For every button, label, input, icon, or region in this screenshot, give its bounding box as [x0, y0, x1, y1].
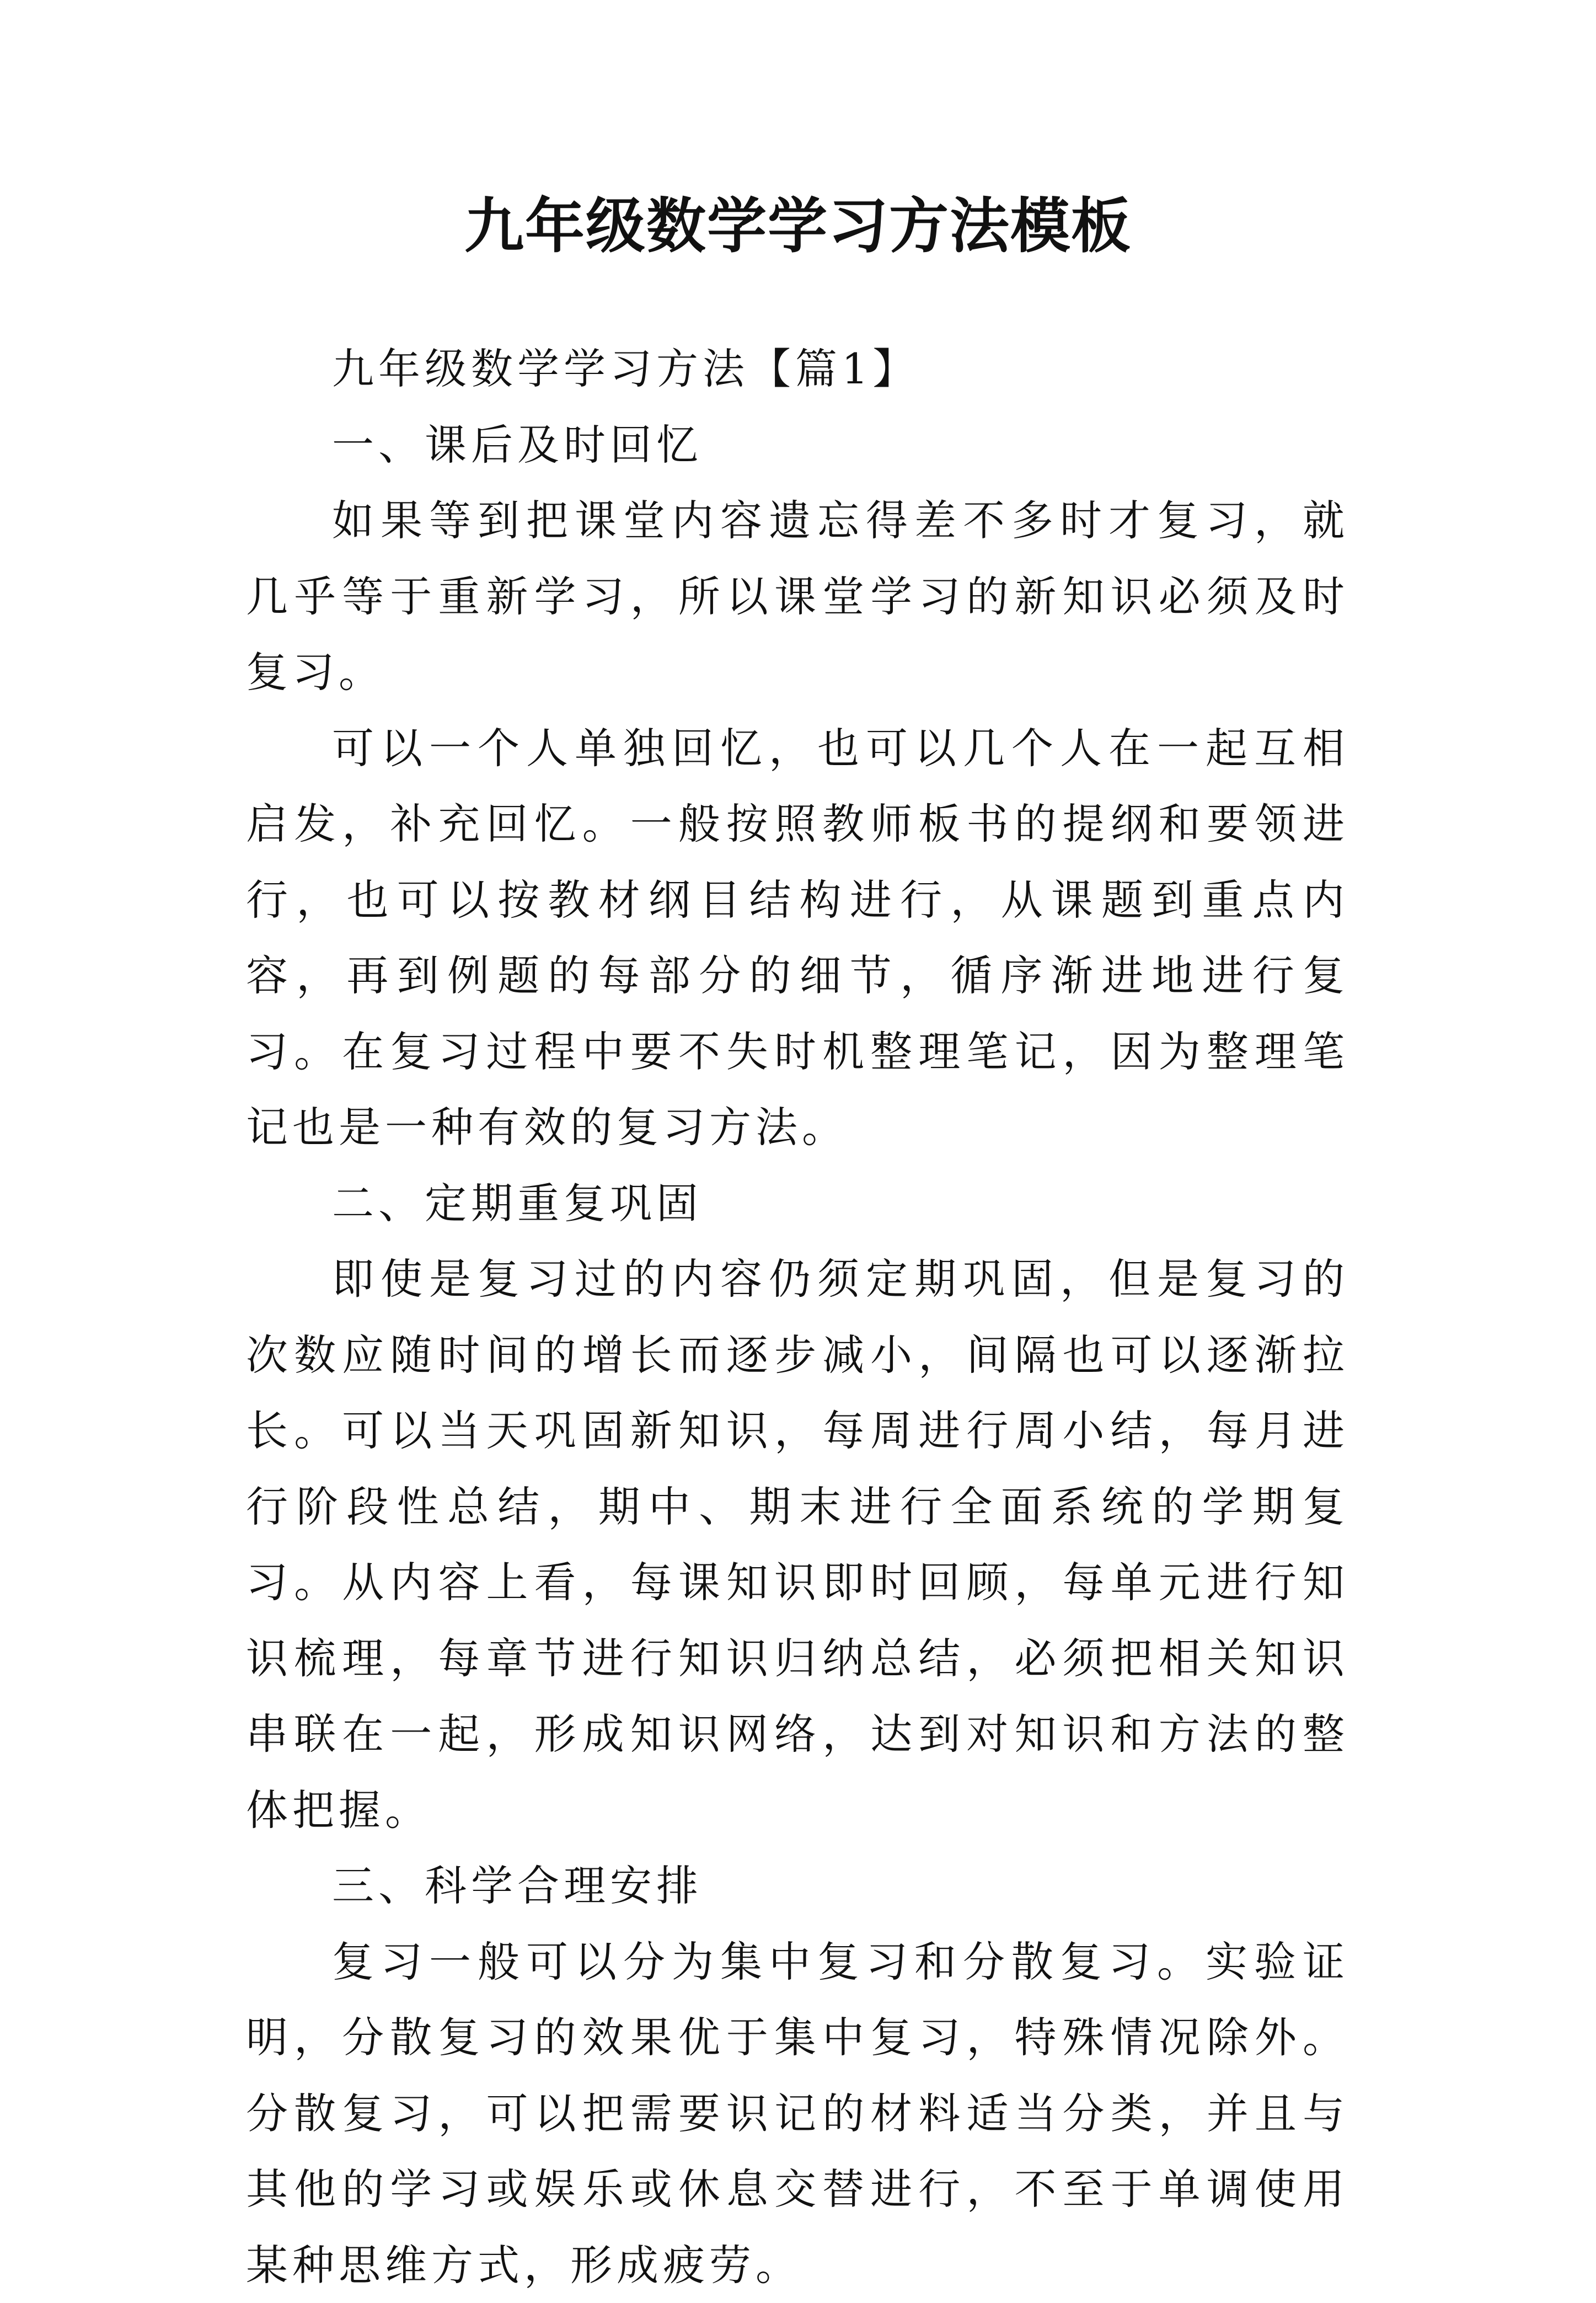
paragraph-1: 如果等到把课堂内容遗忘得差不多时才复习，就几乎等于重新学习，所以课堂学习的新知识必须及时复习。 [246, 483, 1349, 710]
document-title: 九年级数学学习方法模板 [0, 182, 1596, 270]
subheading-2: 二、定期重复巩固 [246, 1166, 1349, 1242]
section-title: 九年级数学学习方法【篇1】 [246, 331, 1349, 407]
paragraph-3: 即使是复习过的内容仍须定期巩固，但是复习的次数应随时间的增长而逐步减小，间隔也可以逐渐拉长。可以当天巩固新知识，每周进行周小结，每月进行阶段性总结，期中、期末进行全面系统的学期复习。从内容上看，每课知识即时回顾，每单元进行知识梳理，每章节进行知识归纳总结，必须把相关知识串联在一起，形成知识网络，达到对知识和方法的整体把握。 [246, 1241, 1349, 1848]
subheading-1: 一、课后及时回忆 [246, 407, 1349, 483]
paragraph-4: 复习一般可以分为集中复习和分散复习。实验证明，分散复习的效果优于集中复习，特殊情况除外。分散复习，可以把需要识记的材料适当分类，并且与其他的学习或娱乐或休息交替进行，不至于单调使用某种思维方式，形成疲劳。 [246, 1924, 1349, 2303]
paragraph-2: 可以一个人单独回忆，也可以几个人在一起互相启发，补充回忆。一般按照教师板书的提纲和要领进行，也可以按教材纲目结构进行，从课题到重点内容，再到例题的每部分的细节，循序渐进地进行复习。在复习过程中要不失时机整理笔记，因为整理笔记也是一种有效的复习方法。 [246, 710, 1349, 1166]
document-body [246, 331, 1349, 2303]
subheading-3: 三、科学合理安排 [246, 1848, 1349, 1924]
